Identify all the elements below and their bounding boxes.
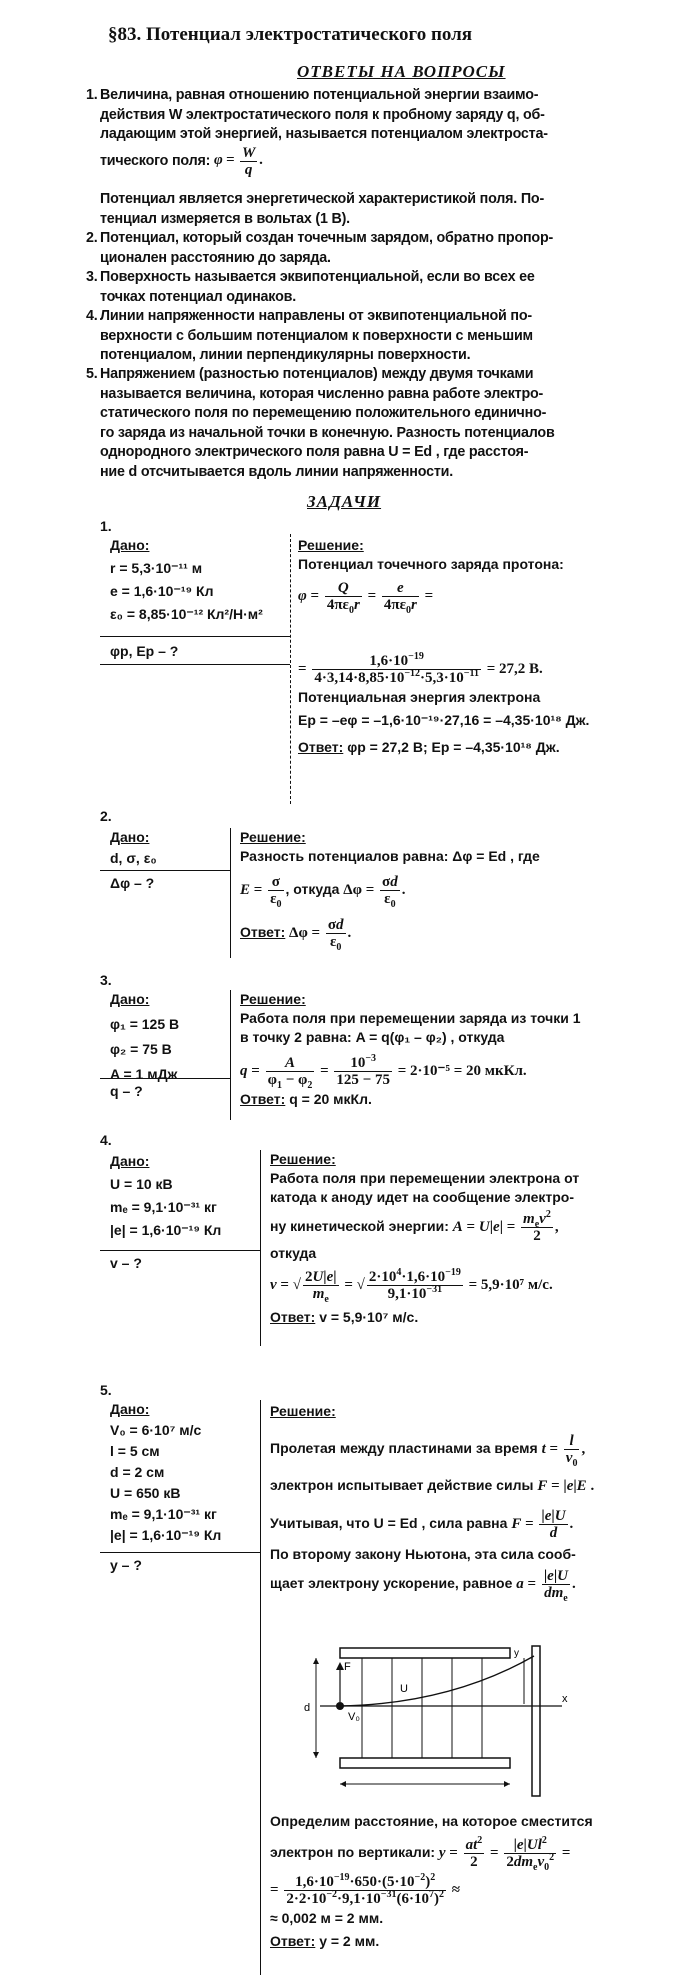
section-answers-heading: ОТВЕТЫ НА ВОПРОСЫ [297,62,506,81]
electron [336,1702,344,1710]
problem-5-solution-cont: Определим расстояние, на которое сместится электрон по вертикали: y = $\frac{at^2}{2}$ = $\frac{|e|Ul^2}{2dm_ev_0^2}$ = = $\frac{1,6\cdot 10^{-19}\cdot 650\cdot(5\cdot 10^{-2})^2}{2\cdot 2\cdot 10^{-2}\cdot 9,1\cdot 10^{-31}(6\cdot 10^7)^2}$ ≈ ≈ 0,002 м = 2 мм. Ответ: y = 2 мм. [270,1813,593,1949]
problem-1-number: 1. [100,518,112,534]
problem-2-given: Дано: d, σ, ε₀ [110,829,157,866]
problem-2-solution: Решение: Разность потенциалов равна: Δφ = Ed , где E = $\frac{\sigma}{\varepsilon_0}$ , откуда Δφ = $\frac{\sigma d}{\varepsilon_0}$ . Ответ: Δφ = $\frac{\sigma d}{\varepsilon_0}$ . [240,829,540,953]
label-d: d [304,1702,311,1714]
answer-5: 5. Напряжением (разностью потенциалов) между двумя точками называется величина, которая численно равна работе электро- статического поля по перемещению положительного единично- го заряда из начальной точки в конечную. Разность потенциалов однородного электрического поля равна U = Ed , где расстоя- ние d отсчитывается вдоль линии напряженности. [86,366,555,480]
answer-1: 1. Величина, равная отношению потенциальной энергии взаимо- действия W электростатического поля к пробному заряду q, об- ладающим этой энергией, называется потенциалом электроста- тического поля: φ = $\frac{W}{q}$ . [86,87,548,178]
top-plate [340,1648,510,1658]
answer-2: 2. Потенциал, который создан точечным зарядом, обратно пропор- ционален расстоянию до заряда. [86,230,554,266]
problem-5-find: y – ? [110,1557,142,1573]
answer-3: 3. Поверхность называется эквипотенциальной, если во всех ее точках потенциал одинаков. [86,269,535,305]
problem-3-solution: Решение: Работа поля при перемещении заряда из точки 1 в точку 2 равна: A = q(φ₁ – φ₂) , откуда q = $\frac{A}{\varphi_1 - \varphi_2}$ = $\frac{10^{-3}}{125 - 75}$ = 2·10⁻⁵ = 20 мкКл. Ответ: q = 20 мкКл. [240,991,581,1107]
problem-3-number: 3. [100,972,112,988]
label-F: F [344,1661,351,1673]
problem-1-find: φp, Ep – ? [110,643,179,659]
label-x: x [562,1693,568,1705]
label-U: U [400,1683,408,1695]
problem-5-given: Дано: V₀ = 6·10⁷ м/с l = 5 см d = 2 см U = 650 кВ mₑ = 9,1·10⁻³¹ кг |e| = 1,6·10⁻¹⁹ Кл [110,1401,222,1543]
problem-4-solution: Решение: Работа поля при перемещении электрона от катода к аноду идет на сообщение электро- ну кинетической энергии: A = U|e| = $\frac{m_ev^2}{2}$ , откуда v = √ $\frac{2U|e|}{m_e}$ = √ $\frac{2\cdot 10^4\cdot 1,6\cdot 10^{-19}}{9,1\cdot 10^{-31}}$ = 5,9·10⁷ м/с. Ответ: v = 5,9·10⁷ м/с. [270,1151,580,1325]
problem-2-number: 2. [100,808,112,824]
problem-1-given: Дано: r = 5,3·10⁻¹¹ м e = 1,6·10⁻¹⁹ Кл ε₀ = 8,85·10⁻¹² Кл²/Н·м² [110,537,263,622]
problem-4-find: v – ? [110,1255,142,1271]
problem-4-number: 4. [100,1132,112,1148]
problem-3-given: Дано: φ₁ = 125 В φ₂ = 75 В A = 1 мДж [110,991,180,1082]
answer-4: 4. Линии напряженности направлены от эквипотенциальной по- верхности с большим потенциалом к поверхности с меньшим потенциалом, линии перпендикулярны поверхности. [86,308,533,363]
problem-5-number: 5. [100,1382,112,1398]
answer-1-cont: Потенциал является энергетической характеристикой поля. По- тенциал измеряется в вольтах (1 В). [100,191,545,227]
problem-3-find: q – ? [110,1083,143,1099]
section-problems-heading: ЗАДАЧИ [307,492,382,511]
problem-4-given: Дано: U = 10 кВ mₑ = 9,1·10⁻³¹ кг |e| = 1,6·10⁻¹⁹ Кл [110,1153,222,1238]
problem-2-find: Δφ – ? [110,875,155,891]
label-y: y [514,1648,519,1659]
bottom-plate [340,1758,510,1768]
capacitor-diagram [300,1636,575,1806]
problem-1-solution: Решение: Потенциал точечного заряда протона: φ = $\frac{Q}{4\pi\varepsilon_0r}$ = $\frac{e}{4\pi\varepsilon_0r}$ = = $\frac{1,6\cdot 10^{-19}}{4\cdot 3,14\cdot 8,85\cdot 10^{-12}\cdot 5,3\cdot 10^{-11}}$ = 27,2 В. Потенциальная энергия электрона Eр = –eφ = –1,6·10⁻¹⁹·27,16 = –4,35·10¹⁸ Дж. Ответ: φр = 27,2 В; Eр = –4,35·10¹⁸ Дж. [298,537,590,755]
screen [532,1646,540,1796]
problem-5-solution: Решение: Пролетая между пластинами за время t = $\frac{l}{v_0}$ , электрон испытывает действие силы F = |e|E . Учитывая, что U = Ed , сила равна F = $\frac{|e|U}{d}$ . По второму закону Ньютона, эта сила сооб- щает электрону ускорение, равное a = $\frac{|e|U}{dm_e}$ . [270,1403,595,1604]
label-V0: V₀ [348,1711,360,1723]
page-title: §83. Потенциал электростатического поля [108,24,473,45]
